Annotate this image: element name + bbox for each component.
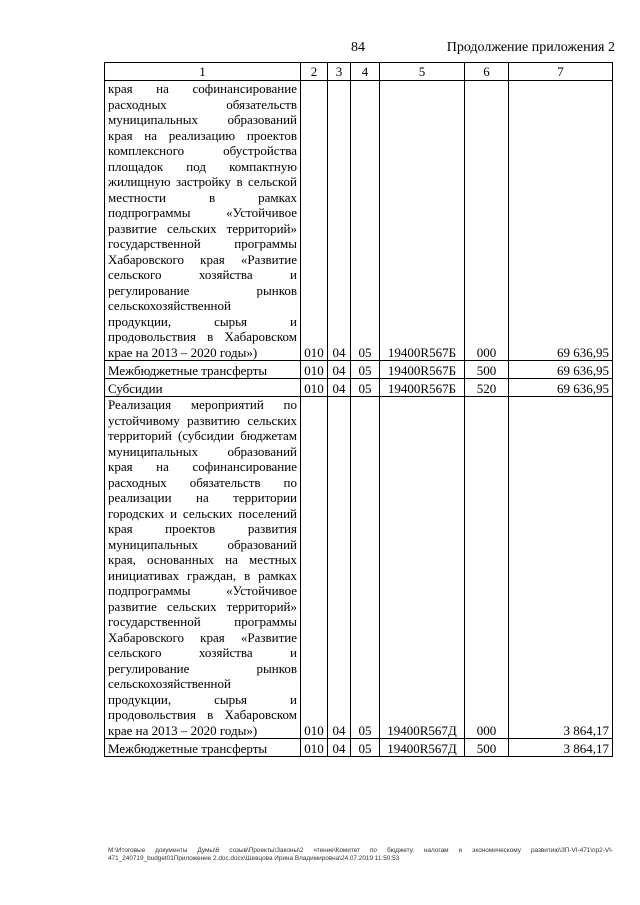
cell-code-gr: 010 bbox=[301, 397, 328, 739]
table-row bbox=[105, 81, 613, 361]
row-description: Субсидии bbox=[105, 379, 301, 397]
cell-amount: 3 864,17 bbox=[509, 739, 613, 757]
column-header: 5 bbox=[380, 63, 465, 81]
row-description: края на софинансирование расходных обязательств муниципальных образований края на реализацию проектов комплексного обустройства площадок под компактную жилищную застройку в сельской местности в рамках подпрограммы «Устойчивое развитие сельских территорий» государственной программы Хабаровского края «Развитие сельского хозяйства и регулирование рынков сельскохозяйственной продукции, сырья и продовольствия в Хабаровском крае на 2013 – 2020 годы») bbox=[105, 81, 301, 361]
cell-code-vr: 000 bbox=[465, 81, 509, 361]
cell-code-pr: 05 bbox=[351, 379, 380, 397]
cell-code-csr: 19400R567Д bbox=[380, 397, 465, 739]
footer-file-path: М:\Итоговые документы Думы\6 созыв\Проекты\Законы\2 чтение\Комитет по бюджету, налогам и экономическому развитию\ЗП-VI-471\пр2-VI-471_240719_budget01Приложение 2.doc.docx\Шевцова Ирина Владимировна\24.07.2019 11:50:53 bbox=[108, 847, 613, 862]
cell-code-rz: 04 bbox=[328, 739, 351, 757]
cell-code-csr: 19400R567Д bbox=[380, 739, 465, 757]
column-header: 3 bbox=[328, 63, 351, 81]
cell-amount: 69 636,95 bbox=[509, 379, 613, 397]
cell-code-vr: 500 bbox=[465, 361, 509, 379]
row-description: Межбюджетные трансферты bbox=[105, 739, 301, 757]
row-description: Реализация мероприятий по устойчивому развитию сельских территорий (субсидии бюджетам муниципальных образований края на софинансирование расходных обязательств по реализации на территории городских и сельских поселений края проектов развития муниципальных образований края, основанных на местных инициативах граждан, в рамках подпрограммы «Устойчивое развитие сельских территорий» государственной программы Хабаровского края «Развитие сельского хозяйства и регулирование рынков сельскохозяйственной продукции, сырья и продовольствия в Хабаровском крае на 2013 – 2020 годы») bbox=[105, 397, 301, 739]
column-header: 2 bbox=[301, 63, 328, 81]
cell-code-pr: 05 bbox=[351, 397, 380, 739]
cell-code-vr: 500 bbox=[465, 739, 509, 757]
column-header: 7 bbox=[509, 63, 613, 81]
table-row bbox=[105, 739, 613, 757]
table-row bbox=[105, 361, 613, 379]
cell-code-vr: 000 bbox=[465, 397, 509, 739]
column-header: 1 bbox=[105, 63, 301, 81]
row-description: Межбюджетные трансферты bbox=[105, 361, 301, 379]
cell-code-gr: 010 bbox=[301, 739, 328, 757]
table-row bbox=[105, 397, 613, 739]
cell-code-gr: 010 bbox=[301, 379, 328, 397]
cell-code-gr: 010 bbox=[301, 81, 328, 361]
column-header: 4 bbox=[351, 63, 380, 81]
table-row bbox=[105, 379, 613, 397]
cell-code-csr: 19400R567Б bbox=[380, 361, 465, 379]
cell-amount: 69 636,95 bbox=[509, 361, 613, 379]
cell-code-vr: 520 bbox=[465, 379, 509, 397]
column-header: 6 bbox=[465, 63, 509, 81]
cell-code-csr: 19400R567Б bbox=[380, 379, 465, 397]
cell-code-pr: 05 bbox=[351, 81, 380, 361]
cell-code-csr: 19400R567Б bbox=[380, 81, 465, 361]
budget-table bbox=[104, 62, 613, 757]
continuation-label: Продолжение приложения 2 bbox=[446, 40, 615, 55]
cell-amount: 3 864,17 bbox=[509, 397, 613, 739]
cell-code-pr: 05 bbox=[351, 739, 380, 757]
cell-code-rz: 04 bbox=[328, 81, 351, 361]
cell-code-pr: 05 bbox=[351, 361, 380, 379]
cell-code-gr: 010 bbox=[301, 361, 328, 379]
table-header-row bbox=[105, 63, 613, 81]
cell-amount: 69 636,95 bbox=[509, 81, 613, 361]
cell-code-rz: 04 bbox=[328, 361, 351, 379]
cell-code-rz: 04 bbox=[328, 397, 351, 739]
page-number: 84 bbox=[351, 40, 365, 55]
cell-code-rz: 04 bbox=[328, 379, 351, 397]
